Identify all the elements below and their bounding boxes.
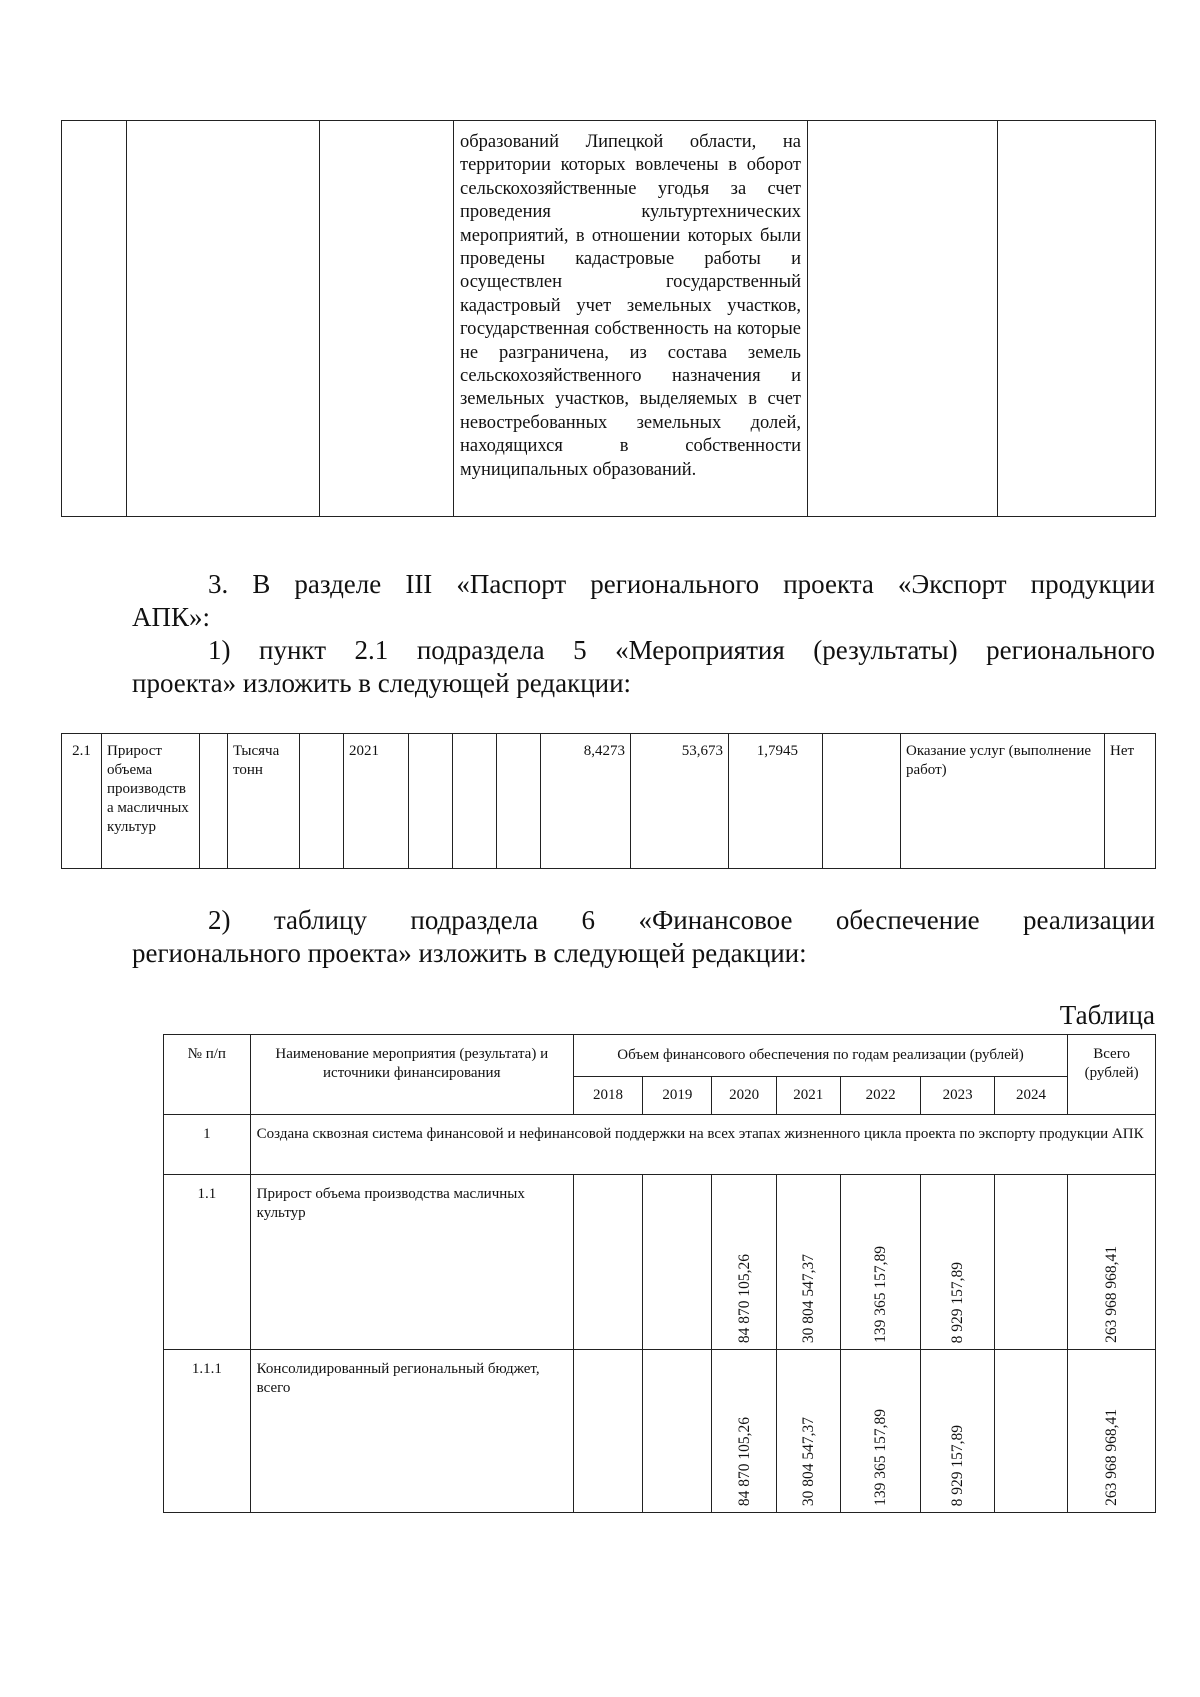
value-cell bbox=[994, 1175, 1067, 1350]
item-2-paragraph bbox=[132, 904, 1155, 970]
value-cell bbox=[921, 1350, 994, 1513]
total-cell bbox=[1068, 1175, 1156, 1350]
value-text: 8 929 157,89 bbox=[949, 1424, 967, 1506]
indicator-name: Прирост объема производств а масличных культур bbox=[102, 734, 200, 869]
row-name: Прирост объема производства масличных культур bbox=[250, 1175, 573, 1350]
value-text: 30 804 547,37 bbox=[799, 1416, 817, 1506]
value-cell bbox=[994, 1350, 1067, 1513]
value-cell bbox=[840, 1175, 921, 1350]
total-text: 263 968 968,41 bbox=[1103, 1246, 1121, 1343]
header-row bbox=[164, 1035, 1156, 1077]
col-header-name: Наименование мероприятия (результата) и источники финансирования bbox=[250, 1035, 573, 1115]
table-cell bbox=[200, 734, 228, 869]
paragraph-line: проекта» изложить в следующей редакции: bbox=[132, 668, 632, 698]
value-cell bbox=[573, 1350, 642, 1513]
value-cell bbox=[776, 1175, 840, 1350]
paragraph-line: АПК»: bbox=[132, 602, 211, 632]
section-row bbox=[164, 1115, 1156, 1175]
section-number: 1 bbox=[164, 1115, 251, 1175]
year-header: 2023 bbox=[921, 1077, 994, 1115]
value-cell: 8,4273 bbox=[541, 734, 631, 869]
table-cell bbox=[998, 121, 1156, 517]
row-number: 2.1 bbox=[62, 734, 102, 869]
year-header: 2020 bbox=[712, 1077, 776, 1115]
table-cell bbox=[823, 734, 901, 869]
financing-table bbox=[163, 1034, 1156, 1513]
value-cell bbox=[643, 1175, 712, 1350]
value-cell bbox=[776, 1350, 840, 1513]
section-3-paragraph bbox=[132, 568, 1155, 700]
year-header: 2018 bbox=[573, 1077, 642, 1115]
table-cell bbox=[497, 734, 541, 869]
value-text: 30 804 547,37 bbox=[799, 1253, 817, 1343]
total-text: 263 968 968,41 bbox=[1103, 1409, 1121, 1506]
table-row bbox=[164, 1350, 1156, 1513]
table-cell bbox=[808, 121, 998, 517]
col-header-volume: Объем финансового обеспечения по годам реализации (рублей) bbox=[573, 1035, 1067, 1077]
table-cell bbox=[320, 121, 454, 517]
total-cell bbox=[1068, 1350, 1156, 1513]
paragraph-line: регионального проекта» изложить в следующей редакции: bbox=[132, 938, 807, 968]
value-cell bbox=[840, 1350, 921, 1513]
value-cell: 53,673 bbox=[631, 734, 729, 869]
value-text: 84 870 105,26 bbox=[735, 1253, 753, 1343]
paragraph-line: 2) таблицу подраздела 6 «Финансовое обеспечение реализации bbox=[208, 905, 1155, 935]
value-cell bbox=[712, 1175, 776, 1350]
indicator-table bbox=[61, 733, 1156, 869]
result-description: образований Липецкой области, на территории которых вовлечены в оборот сельскохозяйственные угодья за счет проведения культуртехнических мероприятий, в отношении которых были проведены кадастровые работы и осуществлен государственный кадастровый учет земельных участков, государственная собственность на которые не разграничена, из состава земель сельскохозяйственного назначения и земельных участков, выделяемых в счет невостребованных земельных долей, находящихся в собственности муниципальных образований. bbox=[460, 132, 801, 480]
col-header-total: Всего (рублей) bbox=[1068, 1035, 1156, 1115]
base-year: 2021 bbox=[344, 734, 409, 869]
value-cell bbox=[643, 1350, 712, 1513]
table-caption: Таблица bbox=[1059, 1000, 1155, 1030]
value-cell: 1,7945 bbox=[729, 734, 823, 869]
col-header-num: № п/п bbox=[164, 1035, 251, 1115]
paragraph-line: 3. В разделе III «Паспорт регионального проекта «Экспорт продукции bbox=[208, 569, 1155, 599]
value-text: 84 870 105,26 bbox=[735, 1416, 753, 1506]
table-row bbox=[62, 121, 1156, 517]
value-cell bbox=[712, 1350, 776, 1513]
table-cell bbox=[453, 734, 497, 869]
value-cell bbox=[573, 1175, 642, 1350]
row-number: 1.1.1 bbox=[164, 1350, 251, 1513]
value-text: 139 365 157,89 bbox=[872, 1409, 890, 1506]
table-row bbox=[164, 1175, 1156, 1350]
value-text: 139 365 157,89 bbox=[872, 1246, 890, 1343]
row-name: Консолидированный региональный бюджет, всего bbox=[250, 1350, 573, 1513]
table-cell bbox=[127, 121, 320, 517]
year-header: 2024 bbox=[994, 1077, 1067, 1115]
section-title: Создана сквозная система финансовой и нефинансовой поддержки на всех этапах жизненного цикла проекта по экспорту продукции АПК bbox=[250, 1115, 1155, 1175]
table-cell bbox=[409, 734, 453, 869]
year-header: 2022 bbox=[840, 1077, 921, 1115]
table-cell bbox=[454, 121, 808, 517]
year-header: 2021 bbox=[776, 1077, 840, 1115]
flag-cell: Нет bbox=[1105, 734, 1156, 869]
row-number: 1.1 bbox=[164, 1175, 251, 1350]
paragraph-line: 1) пункт 2.1 подраздела 5 «Мероприятия (результаты) регионального bbox=[208, 635, 1155, 665]
year-header: 2019 bbox=[643, 1077, 712, 1115]
value-cell bbox=[921, 1175, 994, 1350]
value-text: 8 929 157,89 bbox=[949, 1261, 967, 1343]
result-type: Оказание услуг (выполнение работ) bbox=[901, 734, 1105, 869]
unit: Тысяча тонн bbox=[228, 734, 300, 869]
table-row bbox=[62, 734, 1156, 869]
table-cell bbox=[62, 121, 127, 517]
continuation-table bbox=[61, 120, 1156, 517]
table-cell bbox=[300, 734, 344, 869]
